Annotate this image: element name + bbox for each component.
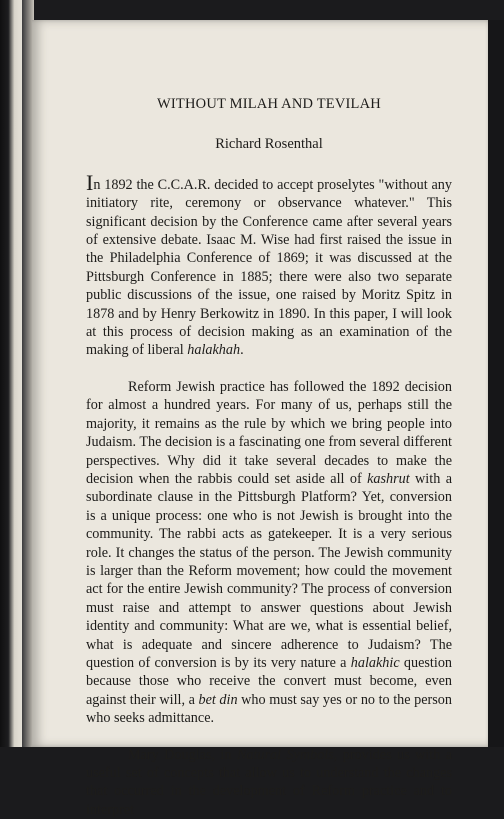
article-body [86, 95, 452, 819]
article-author: Richard Rosenthal [215, 136, 323, 153]
paragraph-3 [86, 746, 452, 819]
paragraph-2-italic-b: halakhic [350, 654, 400, 671]
paragraph-spacer [86, 728, 452, 746]
paragraph-3-text-a: Mary Douglas, in [128, 746, 237, 763]
paragraph-2 [86, 378, 452, 728]
paragraph-1-text-a: n 1892 the C.C.A.R. decided to accept proselytes "without any initiatory rite, ceremony or observance whatever." This significant decision by the Conference came after several years of extensive debate. Isaac M. Wise had first raised the issue in the Philadelphia Conference of 1869; it was discussed at the Pittsburgh Conference in 1885; there were also two separate public discussions of the issue, one raised by Moritz Spitz in 1878 and by Henry Berkowitz in 1890. In this paper, I will look at this process of decision making as an examination of the making of liberal [86, 176, 452, 359]
book-page [32, 20, 490, 818]
article-title: WITHOUT MILAH AND TEVILAH [157, 96, 381, 112]
paragraph-1 [86, 169, 452, 360]
paragraph-2-italic-c: bet din [198, 691, 238, 708]
left-page-edge [0, 0, 24, 747]
drop-cap: I [86, 169, 94, 195]
right-background [488, 20, 504, 747]
paragraph-2-text-c: question because those who receive the convert must become, even against their will, a [86, 654, 453, 708]
paragraph-2-text-b: with a subordinate clause in the Pittsburgh Platform? Yet, conversion is a unique process: one who is not Jewish is brought into the community. The rabbi acts as gatekeeper. It is a very serious role. It changes the status of the person. The Jewish community is larger than the Reform movement; how could the movement act for the entire Jewish community? The process of conversion must raise and attempt to answer questions about Jewish identity and community: What are we, what is essential belief, what is adequate and sincere adherence to Judaism? The question of conversion is by its very nature a [86, 470, 452, 671]
paragraph-1-italic-a: halakhah [187, 342, 241, 359]
paragraph-2-text-a: Reform Jewish practice has followed the 1892 decision for almost a hundred years. For many of us, perhaps still the majority, it remains as the rule by which we bring people into Judaism. The decision is a fascinating one from several different perspectives. Why did it take several decades to make the decision when the rabbis could set aside all of [86, 378, 452, 487]
paragraph-1-text-b: . [240, 342, 244, 359]
paragraph-3-italic-a: Natural Symbols [236, 746, 334, 763]
paragraph-3-text-b: , provides us with a useful set of concepts that allow us to understand the changes that occurred in the development of Reform practice and to interpret [86, 746, 453, 818]
paragraph-2-italic-a: kashrut [367, 470, 410, 487]
paragraph-2-text-d: who must say yes or no to the person who seeks admittance. [86, 691, 452, 727]
paragraph-spacer [86, 360, 452, 378]
